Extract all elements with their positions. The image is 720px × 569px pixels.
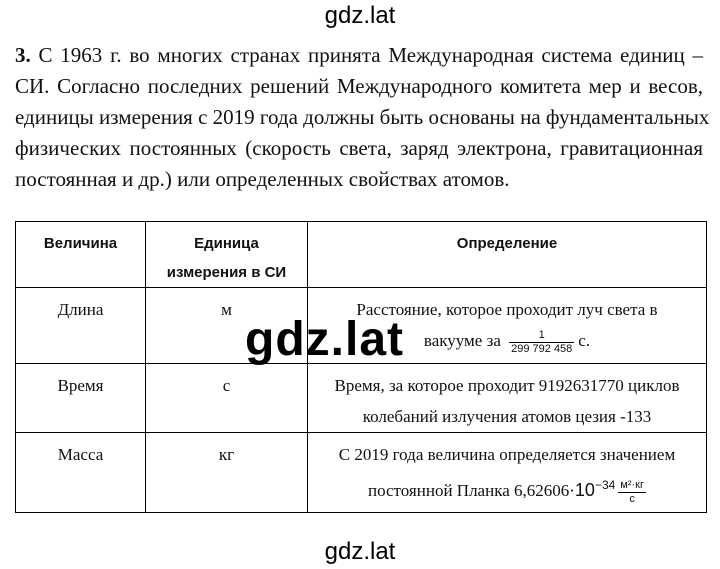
cell-definition-time — [308, 364, 707, 433]
light-time-fraction — [509, 329, 574, 356]
cell-unit-time: с — [146, 364, 308, 433]
definition-mass-pre: постоянной Планка 6,62606· — [367, 481, 575, 500]
definition-time-line-2: колебаний излучения атомов цезия -133 — [362, 407, 652, 426]
paragraph-line-4: физических постоянных (скорость света, заряд электрона, гравитационная — [15, 136, 703, 160]
table-row — [16, 364, 707, 433]
cell-quantity-time: Время — [16, 364, 146, 433]
watermark-bottom: gdz.lat — [324, 538, 396, 565]
paragraph-line-5: постоянная и др.) или определенных свойствах атомов. — [15, 167, 510, 191]
definition-length-post: с. — [578, 331, 591, 350]
table-row — [16, 433, 707, 513]
header-unit — [146, 222, 308, 288]
paragraph-line-1 — [15, 40, 703, 71]
watermark-center: gdz.lat — [245, 313, 404, 366]
paragraph-line-2: СИ. Согласно последних решений Международного комитета мер и весов, — [15, 74, 703, 98]
definition-mass-line-1: С 2019 года величина определяется значением — [338, 445, 676, 464]
cell-quantity-length: Длина — [16, 288, 146, 364]
definition-length-line-1: Расстояние, которое проходит луч света в — [356, 300, 658, 319]
cell-definition-mass — [308, 433, 707, 513]
planck-power — [575, 480, 615, 500]
si-units-table — [15, 221, 707, 513]
header-quantity: Величина — [16, 222, 146, 288]
cell-unit-length: м — [146, 288, 308, 364]
fraction-denominator: 299 792 458 — [511, 342, 573, 355]
watermark-top: gdz.lat — [324, 2, 396, 29]
unit-numerator: м²·кг — [620, 478, 645, 491]
planck-unit-fraction — [618, 479, 646, 506]
paragraph-line-1-text: С 1963 г. во многих странах принята Международная система единиц – — [30, 43, 703, 67]
table-header-row — [16, 222, 707, 288]
header-unit-line-2: измерения в СИ — [166, 264, 287, 281]
cell-quantity-mass: Масса — [16, 433, 146, 513]
power-base: 10 — [574, 480, 595, 500]
task-number: 3. — [15, 43, 31, 67]
task-paragraph — [15, 40, 710, 195]
fraction-numerator: 1 — [509, 329, 574, 343]
header-definition: Определение — [308, 222, 707, 288]
header-unit-line-1: Единица — [194, 235, 259, 252]
unit-denominator: с — [629, 492, 635, 505]
power-exponent: −34 — [594, 478, 616, 492]
definition-time-line-1: Время, за которое проходит 9192631770 циклов — [334, 376, 680, 395]
definition-length-pre: вакууме за — [423, 331, 501, 350]
paragraph-line-3: единицы измерения с 2019 года должны быть основаны на фундаментальных — [15, 105, 710, 129]
cell-unit-mass: кг — [146, 433, 308, 513]
